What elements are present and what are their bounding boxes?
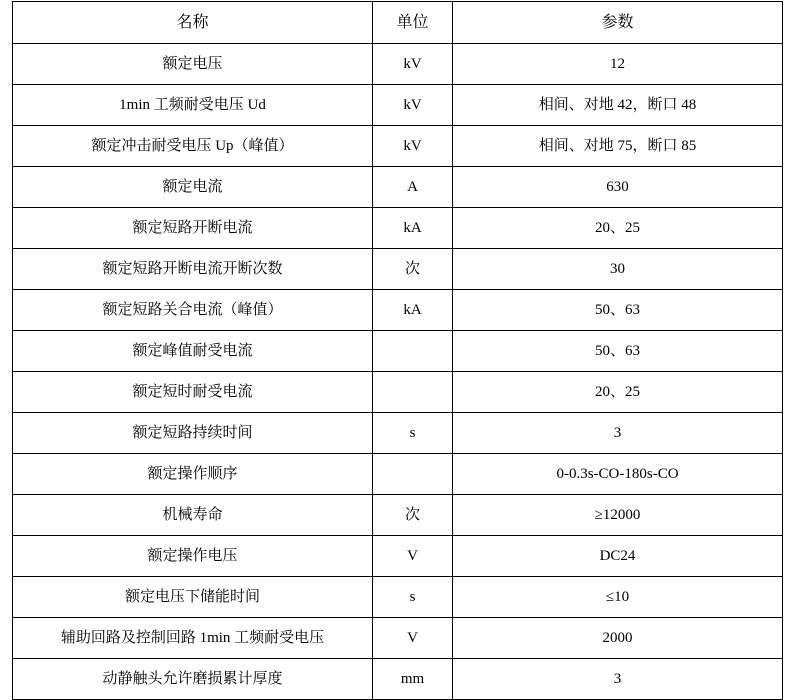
row-name: 额定短时耐受电流 [13, 372, 373, 413]
row-param: 2000 [453, 618, 783, 659]
table-row [13, 44, 783, 85]
table-row [13, 126, 783, 167]
row-param: 12 [453, 44, 783, 85]
row-name: 额定操作顺序 [13, 454, 373, 495]
row-unit: 次 [373, 495, 453, 536]
table-header-row [13, 2, 783, 44]
table-row [13, 577, 783, 618]
header-unit: 单位 [373, 2, 453, 44]
row-param: ≤10 [453, 577, 783, 618]
row-param: 50、63 [453, 290, 783, 331]
row-unit [373, 331, 453, 372]
row-name: 额定短路开断电流开断次数 [13, 249, 373, 290]
row-name: 额定操作电压 [13, 536, 373, 577]
table-row [13, 290, 783, 331]
row-unit: s [373, 577, 453, 618]
row-param: ≥12000 [453, 495, 783, 536]
row-name: 额定短路开断电流 [13, 208, 373, 249]
row-name: 额定冲击耐受电压 Up（峰值） [13, 126, 373, 167]
table-row [13, 495, 783, 536]
table-row [13, 618, 783, 659]
row-unit: mm [373, 659, 453, 700]
row-unit: s [373, 413, 453, 454]
specification-table [12, 1, 783, 700]
table-row [13, 536, 783, 577]
row-param: 20、25 [453, 372, 783, 413]
row-param: 相间、对地 42，断口 48 [453, 85, 783, 126]
row-unit: V [373, 618, 453, 659]
table-row [13, 208, 783, 249]
row-param: 相间、对地 75，断口 85 [453, 126, 783, 167]
row-name: 动静触头允许磨损累计厚度 [13, 659, 373, 700]
row-name: 额定峰值耐受电流 [13, 331, 373, 372]
row-param: 630 [453, 167, 783, 208]
table-row [13, 167, 783, 208]
table-row [13, 85, 783, 126]
table-row [13, 413, 783, 454]
row-unit: 次 [373, 249, 453, 290]
row-unit: kA [373, 208, 453, 249]
row-param: 0-0.3s-CO-180s-CO [453, 454, 783, 495]
table-row [13, 659, 783, 700]
row-name: 额定电压 [13, 44, 373, 85]
row-name: 额定电压下储能时间 [13, 577, 373, 618]
row-name: 额定短路持续时间 [13, 413, 373, 454]
row-name: 额定电流 [13, 167, 373, 208]
table-body [13, 2, 783, 700]
row-param: 30 [453, 249, 783, 290]
row-param: 3 [453, 413, 783, 454]
row-name: 辅助回路及控制回路 1min 工频耐受电压 [13, 618, 373, 659]
header-param: 参数 [453, 2, 783, 44]
table-row [13, 454, 783, 495]
table-row [13, 372, 783, 413]
row-param: DC24 [453, 536, 783, 577]
row-param: 3 [453, 659, 783, 700]
table-row [13, 249, 783, 290]
row-unit: kV [373, 44, 453, 85]
row-unit: kV [373, 85, 453, 126]
row-unit: A [373, 167, 453, 208]
row-unit: kV [373, 126, 453, 167]
row-name: 机械寿命 [13, 495, 373, 536]
header-name: 名称 [13, 2, 373, 44]
row-name: 额定短路关合电流（峰值） [13, 290, 373, 331]
row-param: 50、63 [453, 331, 783, 372]
row-param: 20、25 [453, 208, 783, 249]
row-unit: kA [373, 290, 453, 331]
row-unit [373, 372, 453, 413]
row-unit [373, 454, 453, 495]
row-name: 1min 工频耐受电压 Ud [13, 85, 373, 126]
row-unit: V [373, 536, 453, 577]
table-row [13, 331, 783, 372]
